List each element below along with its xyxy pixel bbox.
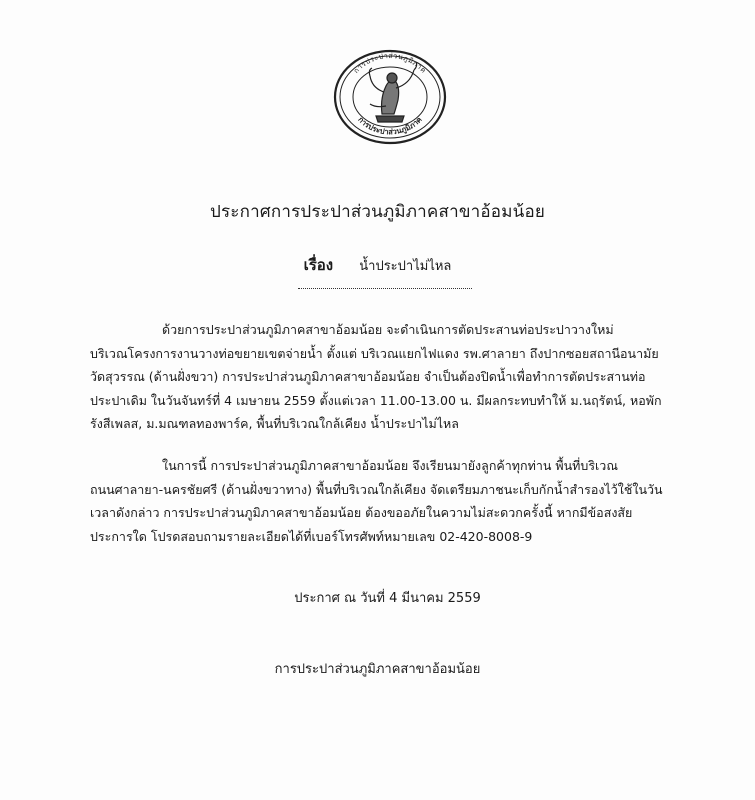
paragraph-line: ในการนี้ การประปาส่วนภูมิภาคสาขาอ้อมน้อย จึงเรียนมายังลูกค้าทุกท่าน พื้นที่บริเวณ (162, 458, 618, 473)
paragraph-line: ประการใด โปรดสอบถามรายละเอียดได้ที่เบอร์โทรศัพท์หมายเลข 02-420-8008-9 (90, 528, 533, 544)
paragraph-line: รังสีเพลส, ม.มณฑลทองพาร์ค, พื้นที่บริเวณใกล้เคียง น้ำประปาไม่ไหล (90, 416, 459, 431)
announcement-date: ประกาศ ณ วันที่ 4 มีนาคม 2559 (294, 591, 481, 606)
pwa-seal-logo (330, 48, 450, 146)
paragraph-line: บริเวณโครงการงานวางท่อขยายเขตจ่ายน้ำ ตั้งแต่ บริเวณแยกไฟแดง รพ.ศาลายา ถึงปากซอยสถานีอนามัย (90, 345, 659, 361)
paragraph-line: ประปาเดิม ในวันจันทร์ที่ 4 เมษายน 2559 ตั้งแต่เวลา 11.00-13.00 น. มีผลกระทบทำให้ ม.นฤรัตน์, หอพัก (90, 392, 662, 408)
signer-organization: การประปาส่วนภูมิภาคสาขาอ้อมน้อย (274, 662, 481, 677)
subject-line (0, 253, 755, 277)
paragraph-line: ด้วยการประปาส่วนภูมิภาคสาขาอ้อมน้อย จะดำเนินการตัดประสานท่อประปาวางใหม่ (162, 322, 614, 337)
seal-top-text: การประปาส่วนภูมิภาค (352, 51, 428, 75)
subject-label: เรื่อง (303, 256, 334, 274)
seal-bottom-text: การประปาส่วนภูมิภาค (356, 114, 424, 137)
paragraph-line: ถนนศาลายา-นครชัยศรี (ด้านฝั่งขวาทาง) พื้นที่บริเวณใกล้เคียง จัดเตรียมภาชนะเก็บกักน้ำสำรองไว้ใช้ในวัน (90, 481, 663, 497)
subject-text: น้ำประปาไม่ไหล (359, 259, 452, 274)
paragraph-line: เวลาดังกล่าว การประปาส่วนภูมิภาคสาขาอ้อมน้อย ต้องขออภัยในความไม่สะดวกครั้งนี้ หากมีข้อสงสัย (90, 505, 633, 520)
paragraph-1 (90, 318, 690, 436)
paragraph-line: วัดสุวรรณ (ด้านฝั่งขวา) การประปาส่วนภูมิภาคสาขาอ้อมน้อย จำเป็นต้องปิดน้ำเพื่อทำการตัดประสานท่อ (90, 369, 646, 384)
dotted-divider (298, 288, 472, 289)
paragraph-2 (90, 454, 690, 548)
announcement-title: ประกาศการประปาส่วนภูมิภาคสาขาอ้อมน้อย (209, 202, 546, 222)
